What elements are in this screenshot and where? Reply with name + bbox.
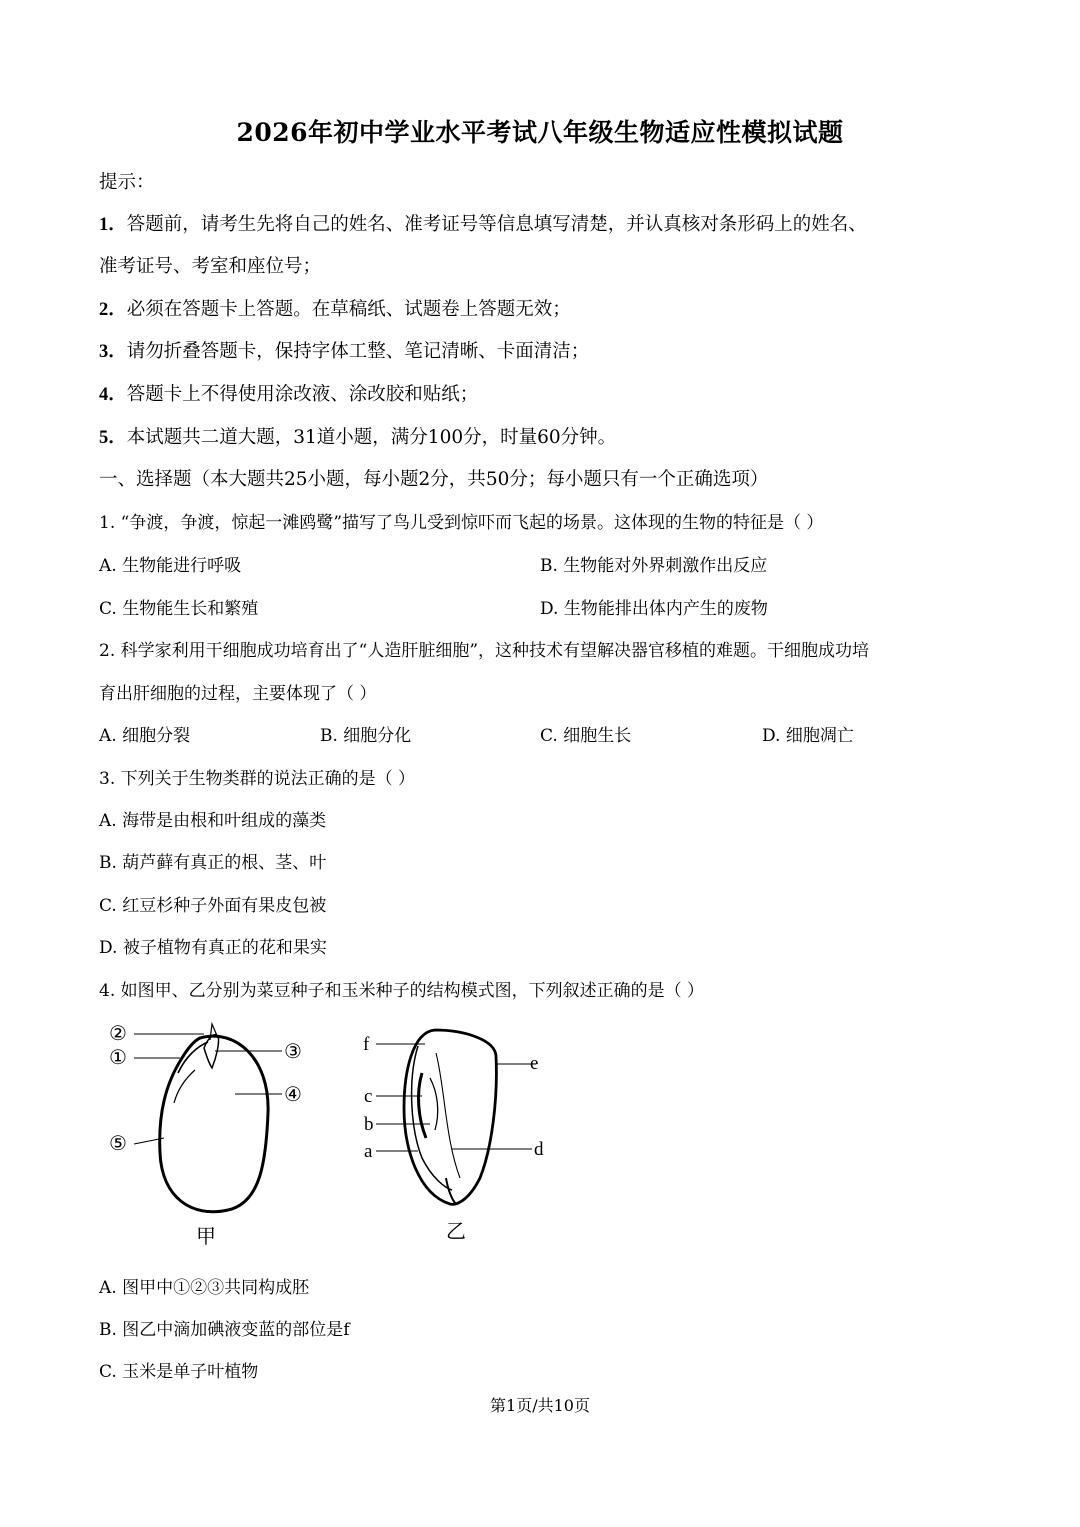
question-3-option-d[interactable]: D. 被子植物有真正的花和果实 — [99, 938, 327, 958]
question-2-option-c[interactable]: C. 细胞生长 — [540, 726, 632, 746]
tip-text: 本试题共二道大题，31道小题，满分100分，时量60分钟。 — [126, 427, 617, 448]
corn-label: b — [364, 1114, 374, 1135]
tip-number: 4． — [99, 385, 127, 405]
tip-number: 2． — [99, 300, 127, 320]
tip-text: 请勿折叠答题卡，保持字体工整、笔记清晰、卡面清洁； — [126, 341, 590, 362]
tip-number: 3． — [99, 342, 127, 362]
tip-text: 答题前，请考生先将自己的姓名、准考证号等信息填写清楚，并认真核对条形码上的姓名、 — [126, 214, 867, 235]
corn-label: e — [530, 1053, 539, 1074]
tip-number: 5． — [99, 428, 127, 448]
question-2-stem-cont: 育出肝细胞的过程，主要体现了（ ） — [99, 684, 377, 704]
question-3-option-a[interactable]: A. 海带是由根和叶组成的藻类 — [99, 811, 327, 831]
question-1-option-a[interactable]: A. 生物能进行呼吸 — [99, 556, 242, 576]
corn-label: c — [364, 1086, 373, 1107]
corn-label: a — [364, 1141, 373, 1162]
corn-label: f — [363, 1034, 370, 1055]
tip-text: 准考证号、考室和座位号； — [99, 256, 322, 277]
tip-item-2 — [99, 295, 571, 321]
tip-item-1-cont — [99, 252, 321, 278]
tip-text: 必须在答题卡上答题。在草稿纸、试题卷上答题无效； — [126, 299, 571, 320]
seed-structure-figure — [100, 1018, 570, 1250]
bean-caption: 甲 — [196, 1226, 216, 1248]
section-heading: 一、选择题（本大题共25小题，每小题2分，共50分；每小题只有一个正确选项） — [99, 469, 769, 490]
bean-label: ⑤ — [109, 1133, 127, 1155]
question-2-option-d[interactable]: D. 细胞凋亡 — [762, 726, 854, 746]
tip-item-4 — [99, 380, 478, 406]
question-2-stem: 2. 科学家利用干细胞成功培育出了“人造肝脏细胞”，这种技术有望解决器官移植的难题。干细胞成功培 — [99, 641, 870, 661]
question-3-option-b[interactable]: B. 葫芦藓有真正的根、茎、叶 — [99, 853, 327, 873]
question-4-option-b[interactable]: B. 图乙中滴加碘液变蓝的部位是f — [99, 1320, 350, 1340]
corn-seed-diagram — [376, 1030, 539, 1204]
tip-number: 1． — [99, 215, 127, 235]
question-1-option-c[interactable]: C. 生物能生长和繁殖 — [99, 599, 259, 619]
question-2-option-b[interactable]: B. 细胞分化 — [320, 726, 412, 746]
tip-item-1 — [99, 210, 867, 236]
question-3-option-c[interactable]: C. 红豆杉种子外面有果皮包被 — [99, 896, 327, 916]
tip-item-3 — [99, 337, 589, 363]
question-4-option-c[interactable]: C. 玉米是单子叶植物 — [99, 1362, 259, 1382]
corn-label: d — [534, 1139, 544, 1160]
bean-label: ① — [109, 1047, 127, 1069]
page-title: 2026年初中学业水平考试八年级生物适应性模拟试题 — [236, 118, 844, 147]
question-1-stem: 1. “争渡，争渡，惊起一滩鸥鹭”描写了鸟儿受到惊吓而飞起的场景。这体现的生物的特征是（ ） — [99, 513, 824, 533]
bean-label: ④ — [284, 1084, 302, 1106]
question-3-stem: 3. 下列关于生物类群的说法正确的是（ ） — [99, 769, 416, 789]
question-4-option-a[interactable]: A. 图甲中①②③共同构成胚 — [99, 1278, 310, 1298]
tip-text: 答题卡上不得使用涂改液、涂改胶和贴纸； — [126, 384, 479, 405]
question-1-option-b[interactable]: B. 生物能对外界刺激作出反应 — [540, 556, 768, 576]
question-1-option-d[interactable]: D. 生物能排出体内产生的废物 — [540, 599, 768, 619]
bean-label: ② — [109, 1023, 127, 1045]
question-4-stem: 4. 如图甲、乙分别为菜豆种子和玉米种子的结构模式图，下列叙述正确的是（ ） — [99, 981, 705, 1001]
bean-seed-diagram — [134, 1024, 282, 1212]
page-footer: 第1页/共10页 — [490, 1396, 590, 1415]
tips-heading: 提示： — [99, 172, 155, 193]
bean-label: ③ — [284, 1041, 302, 1063]
corn-caption: 乙 — [446, 1221, 466, 1243]
tip-item-5 — [99, 423, 616, 449]
question-2-option-a[interactable]: A. 细胞分裂 — [99, 726, 191, 746]
